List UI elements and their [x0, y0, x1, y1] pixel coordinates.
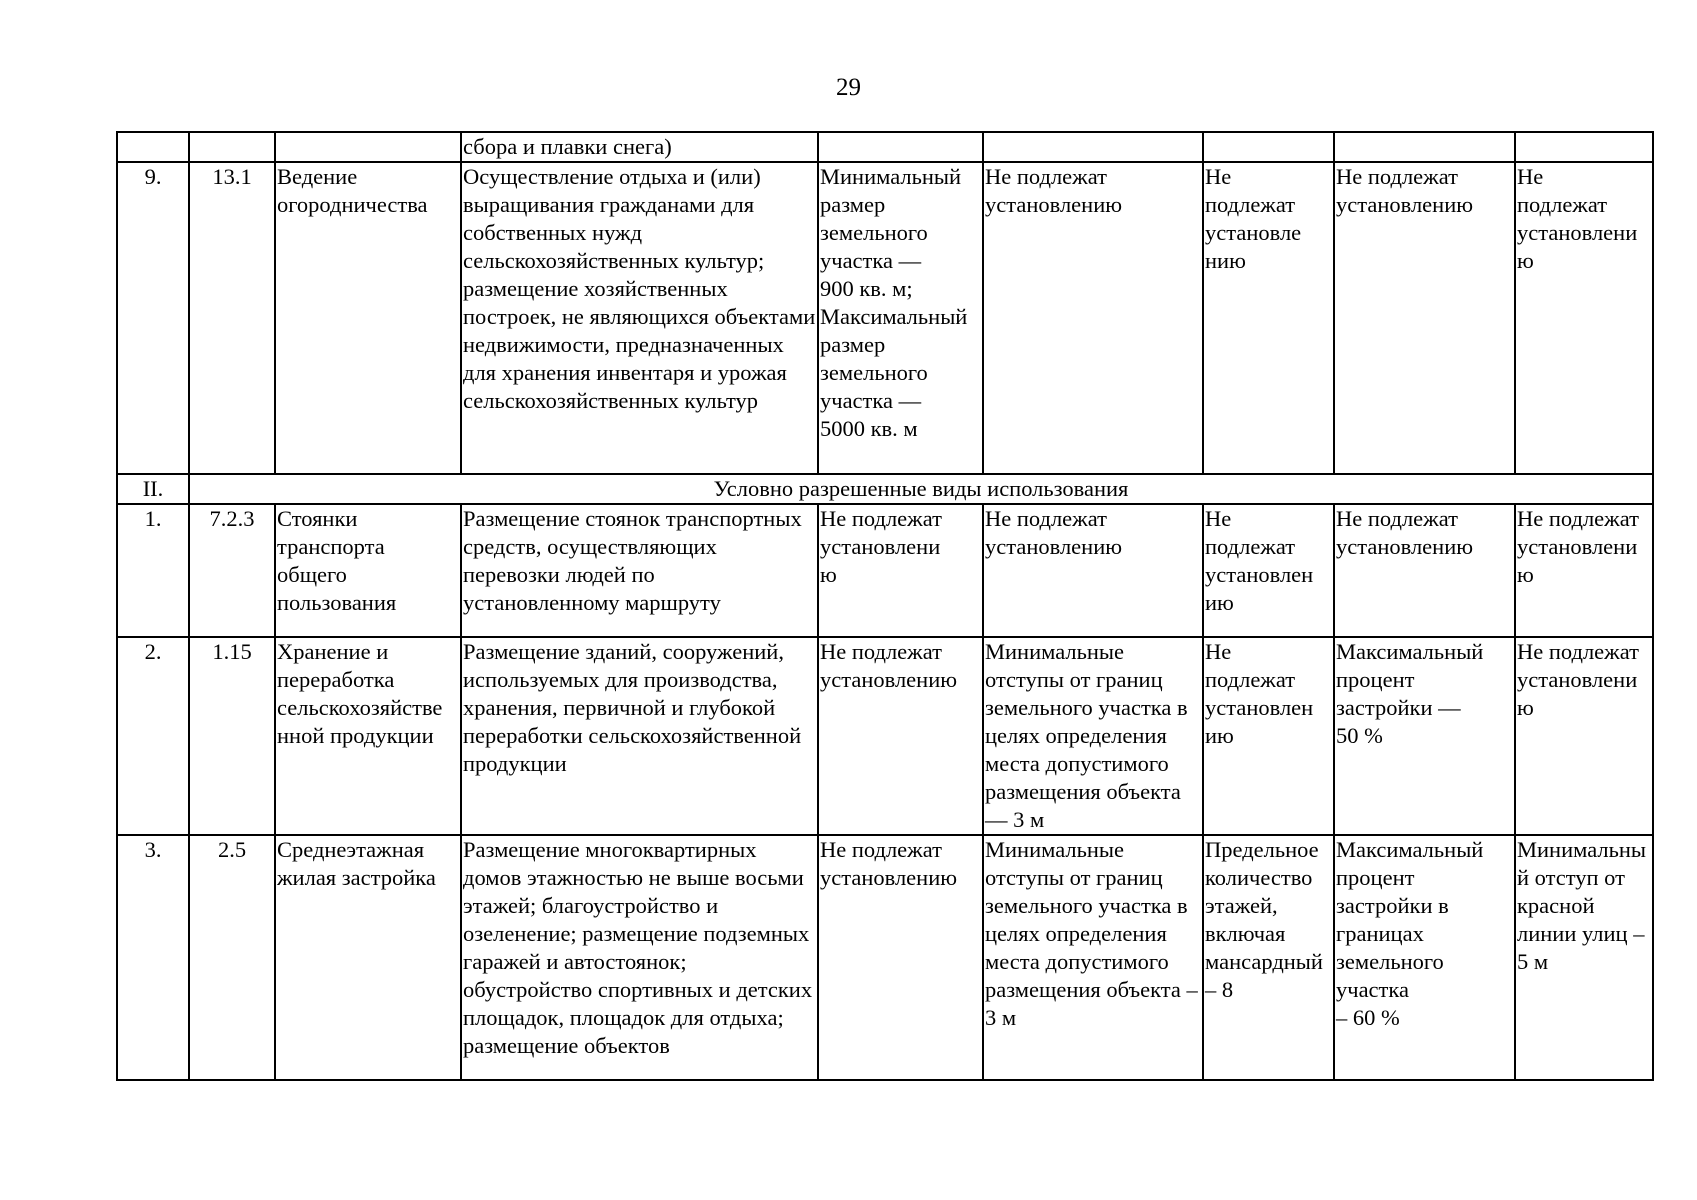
table-row: [117, 162, 1653, 474]
table-row: [117, 637, 1653, 835]
section-title: Условно разрешенные виды использования: [189, 474, 1653, 504]
cell-description: сбора и плавки снега): [461, 132, 818, 162]
cell-code: 1.15: [189, 637, 275, 835]
section-number: II.: [117, 474, 189, 504]
cell-floors: Предельное количество этажей, включая мансардный – 8: [1203, 835, 1334, 1080]
cell-plot-size: Не подлежат установлению: [818, 637, 983, 835]
cell-floors: Не подлежат установлен ию: [1203, 637, 1334, 835]
cell-use-name: Ведение огородничества: [275, 162, 461, 474]
cell-floors: Не подлежат установлен ию: [1203, 504, 1334, 637]
cell-description: Размещение многоквартирных домов этажностью не выше восьми этажей; благоустройство и озеленение; размещение подземных гаражей и автостоянок; обустройство спортивных и детских площадок, площадок для отдыха; размещение объектов: [461, 835, 818, 1080]
cell-description: Размещение стоянок транспортных средств, осуществляющих перевозки людей по установленному маршруту: [461, 504, 818, 637]
cell-setbacks: Не подлежат установлению: [983, 162, 1203, 474]
cell-floors: Не подлежат установле нию: [1203, 162, 1334, 474]
table-row-continuation: [117, 132, 1653, 162]
section-header-row: [117, 474, 1653, 504]
page-number: 29: [836, 74, 861, 101]
table-row: [117, 504, 1653, 637]
cell-number: 3.: [117, 835, 189, 1080]
cell-setbacks: Минимальные отступы от границ земельного участка в целях определения места допустимого размещения объекта — 3 м: [983, 637, 1203, 835]
cell-coverage: Максимальный процент застройки — 50 %: [1334, 637, 1515, 835]
cell-coverage: Не подлежат установлению: [1334, 162, 1515, 474]
table-row: [117, 835, 1653, 1080]
cell-description: Размещение зданий, сооружений, используемых для производства, хранения, первичной и глубокой переработки сельскохозяйственной продукции: [461, 637, 818, 835]
cell-description: Осуществление отдыха и (или) выращивания гражданами для собственных нужд сельскохозяйственных культур; размещение хозяйственных построек, не являющихся объектами недвижимости, предназначенных для хранения инвентаря и урожая сельскохозяйственных культур: [461, 162, 818, 474]
cell-other: Не подлежат установлени ю: [1515, 504, 1653, 637]
cell-other: Не подлежат установлени ю: [1515, 162, 1653, 474]
cell-coverage: Не подлежат установлению: [1334, 504, 1515, 637]
cell-use-name: Стоянки транспорта общего пользования: [275, 504, 461, 637]
cell-code: 13.1: [189, 162, 275, 474]
cell-code: 7.2.3: [189, 504, 275, 637]
cell-use-name: Хранение и переработка сельскохозяйстве нной продукции: [275, 637, 461, 835]
cell-plot-size: Не подлежат установлению: [818, 835, 983, 1080]
cell-other: Минимальны й отступ от красной линии улиц – 5 м: [1515, 835, 1653, 1080]
cell-code: 2.5: [189, 835, 275, 1080]
cell-plot-size: Минимальный размер земельного участка — 900 кв. м; Максимальный размер земельного участка — 5000 кв. м: [818, 162, 983, 474]
land-use-table: [116, 131, 1654, 1081]
cell-use-name: Среднеэтажная жилая застройка: [275, 835, 461, 1080]
cell-coverage: Максимальный процент застройки в границах земельного участка – 60 %: [1334, 835, 1515, 1080]
cell-plot-size: Не подлежат установлени ю: [818, 504, 983, 637]
cell-setbacks: Не подлежат установлению: [983, 504, 1203, 637]
cell-number: 9.: [117, 162, 189, 474]
cell-number: 1.: [117, 504, 189, 637]
cell-setbacks: Минимальные отступы от границ земельного участка в целях определения места допустимого размещения объекта – 3 м: [983, 835, 1203, 1080]
cell-number: 2.: [117, 637, 189, 835]
cell-other: Не подлежат установлени ю: [1515, 637, 1653, 835]
